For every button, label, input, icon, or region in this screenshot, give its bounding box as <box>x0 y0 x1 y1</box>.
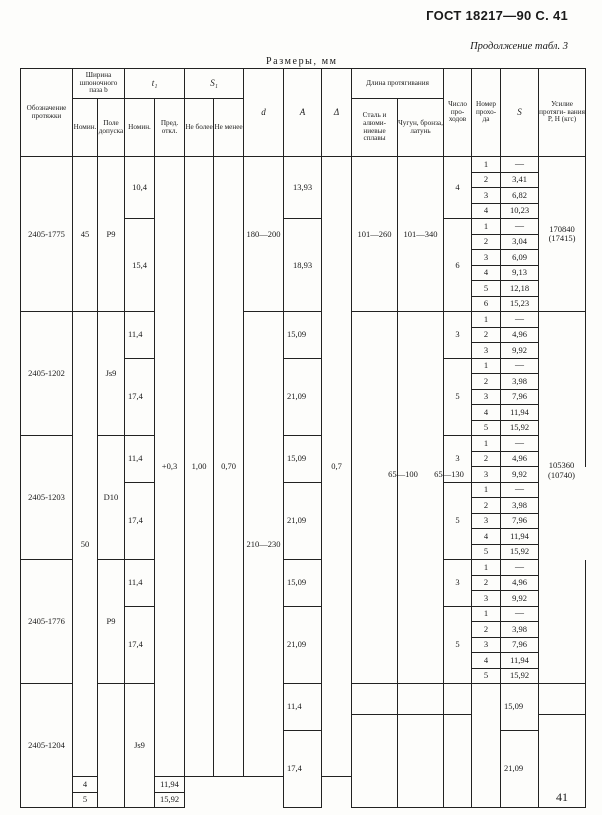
col-keyway-width: Ширина шпоночного паза b <box>73 69 125 99</box>
pass-number: 1 <box>472 157 501 173</box>
s-value: 11,94 <box>155 777 185 793</box>
pass-number: 5 <box>472 281 501 297</box>
col-force: Усилие протяги- вания P, Н (кгс) <box>539 69 586 157</box>
delta-cell: 0,7 <box>322 157 352 777</box>
s-value: — <box>501 606 539 622</box>
pass-number: 5 <box>472 420 501 436</box>
col-b-tolerance: Поле допуска <box>98 99 125 157</box>
col-pass-no: Номер прохо- да <box>472 69 501 157</box>
col-delta: Δ <box>322 69 352 157</box>
s-value: 12,18 <box>501 281 539 297</box>
pass-number: 3 <box>472 250 501 266</box>
s-value: 3,98 <box>501 622 539 638</box>
length-overlay <box>380 469 472 479</box>
length-steel-cell <box>352 312 398 560</box>
length-steel-cell: 101—260 <box>352 157 398 312</box>
dimensions-caption: Размеры, мм <box>266 56 338 67</box>
s-value: 7,96 <box>501 637 539 653</box>
length-iron-cell <box>398 560 444 684</box>
pass-number: 2 <box>472 498 501 514</box>
designation-cell: 2405-1204 <box>21 684 73 808</box>
s-value: 9,13 <box>501 265 539 281</box>
pass-number: 2 <box>472 172 501 188</box>
passes-cell: 6 <box>444 219 472 312</box>
t1-deviation-cell <box>352 684 398 715</box>
b-tolerance-cell: Js9 <box>125 684 155 808</box>
t1-cell: 17,4 <box>284 730 322 808</box>
d-cell: 180—200 <box>244 157 284 312</box>
pass-number: 1 <box>472 606 501 622</box>
pass-number: 1 <box>472 560 501 576</box>
col-passes: Число про- ходов <box>444 69 472 157</box>
passes-cell: 5 <box>444 606 472 684</box>
s-value: 11,94 <box>501 529 539 545</box>
t1-cell: 15,4 <box>125 219 155 312</box>
t1-cell: 17,4 <box>125 358 155 436</box>
d-cell: 210—230 <box>244 312 284 777</box>
designation-cell: 2405-1776 <box>21 560 73 684</box>
a-cell: 15,09 <box>284 312 322 359</box>
col-s1: S₁ <box>185 69 244 99</box>
passes-cell: 3 <box>444 560 472 607</box>
pass-number: 3 <box>472 188 501 204</box>
t1-cell: 11,4 <box>125 436 155 483</box>
length-iron-cell: 101—340 <box>398 157 444 312</box>
pass-number: 3 <box>472 513 501 529</box>
force-cell <box>539 560 586 684</box>
s-value: 4,96 <box>501 575 539 591</box>
pass-number: 1 <box>472 219 501 235</box>
b-tolerance-cell: Js9 <box>98 312 125 436</box>
b-nominal-cell <box>98 684 125 808</box>
s-value: 15,92 <box>501 420 539 436</box>
t1-cell: 10,4 <box>125 157 155 219</box>
pass-number: 1 <box>472 312 501 328</box>
s-value: 3,98 <box>501 498 539 514</box>
col-length-steel: Сталь и алюми- ниевые сплавы <box>352 99 398 157</box>
b-tolerance-cell: P9 <box>98 157 125 312</box>
broach-dimensions-table <box>20 68 586 808</box>
t1-cell: 17,4 <box>125 482 155 560</box>
col-b-nominal: Номин. <box>73 99 98 157</box>
s1-min-cell <box>444 715 472 808</box>
pass-number: 4 <box>472 265 501 281</box>
col-a: A <box>284 69 322 157</box>
pass-number: 2 <box>472 374 501 390</box>
a-cell: 13,93 <box>284 157 322 219</box>
pass-number: 4 <box>472 529 501 545</box>
s-value: 7,96 <box>501 513 539 529</box>
designation-cell: 2405-1203 <box>21 436 73 560</box>
s-value: 3,98 <box>501 374 539 390</box>
length-steel-cell <box>352 560 398 684</box>
s-value: 7,96 <box>501 389 539 405</box>
pass-number: 5 <box>73 792 98 808</box>
pass-number: 5 <box>472 668 501 684</box>
delta-cell <box>539 684 586 715</box>
pass-number: 4 <box>73 777 98 793</box>
a-cell: 15,09 <box>501 684 539 731</box>
b-tolerance-cell: D10 <box>98 436 125 560</box>
s-value: 6,82 <box>501 188 539 204</box>
s-value: 9,92 <box>501 467 539 483</box>
s-value: — <box>501 358 539 374</box>
pass-number: 2 <box>472 575 501 591</box>
t1-deviation-cell: +0,3 <box>155 157 185 777</box>
s-value: — <box>501 157 539 173</box>
a-cell: 15,09 <box>284 436 322 483</box>
s-value: 3,04 <box>501 234 539 250</box>
s1-max-cell: 1,00 <box>185 157 214 777</box>
length-iron-cell <box>398 312 444 560</box>
t1-cell: 11,4 <box>284 684 322 731</box>
designation-cell: 2405-1775 <box>21 157 73 312</box>
col-designation: Обозначение протяжки <box>21 69 73 157</box>
col-t1-deviation: Пред. откл. <box>155 99 185 157</box>
length-iron-value: 65—130 <box>434 469 464 479</box>
s-value: 15,23 <box>501 296 539 312</box>
t1-cell: 11,4 <box>125 312 155 359</box>
pass-number: 1 <box>472 482 501 498</box>
s1-max-cell <box>398 715 444 808</box>
t1-cell: 11,4 <box>125 560 155 607</box>
pass-number: 3 <box>472 343 501 359</box>
designation-cell: 2405-1202 <box>21 312 73 436</box>
s-value: 9,92 <box>501 591 539 607</box>
s-value: — <box>501 560 539 576</box>
length-steel-value: 65—100 <box>388 469 418 479</box>
pass-number: 5 <box>472 544 501 560</box>
s-value: 11,94 <box>501 405 539 421</box>
col-s1-max: Не более <box>185 99 214 157</box>
a-cell: 15,09 <box>284 560 322 607</box>
col-s1-min: Не менее <box>214 99 244 157</box>
s-value: — <box>501 219 539 235</box>
passes-cell: 5 <box>444 358 472 436</box>
b-nominal-cell: 50 <box>73 312 98 777</box>
a-cell: 21,09 <box>284 482 322 560</box>
force-cell <box>539 312 586 467</box>
col-t1-nominal: Номин. <box>125 99 155 157</box>
s-value: — <box>501 312 539 328</box>
a-cell: 18,93 <box>284 219 322 312</box>
pass-number: 1 <box>472 436 501 452</box>
pass-number: 6 <box>472 296 501 312</box>
s-value: — <box>501 436 539 452</box>
s-value: 11,94 <box>501 653 539 669</box>
s-value: — <box>501 482 539 498</box>
pass-number: 2 <box>472 451 501 467</box>
s-value: 15,92 <box>501 668 539 684</box>
col-t1: t₁ <box>125 69 185 99</box>
s-value: 9,92 <box>501 343 539 359</box>
col-length-iron: Чугун, бронза, латунь <box>398 99 444 157</box>
pass-number: 2 <box>472 622 501 638</box>
page-number: 41 <box>556 790 568 804</box>
s-value: 15,92 <box>501 544 539 560</box>
passes-cell: 3 <box>444 436 472 483</box>
b-nominal-cell: 45 <box>73 157 98 312</box>
s-value: 3,41 <box>501 172 539 188</box>
force-cell: 170840 (17415) <box>539 157 586 312</box>
passes-cell: 5 <box>444 482 472 560</box>
pass-number: 4 <box>472 203 501 219</box>
pass-number: 2 <box>472 234 501 250</box>
col-s: S <box>501 69 539 157</box>
d-cell <box>472 684 501 808</box>
s-value: 6,09 <box>501 250 539 266</box>
pass-number: 3 <box>472 389 501 405</box>
pass-number: 2 <box>472 327 501 343</box>
table-continuation-note: Продолжение табл. 3 <box>470 41 568 52</box>
pass-number: 1 <box>472 358 501 374</box>
passes-cell: 4 <box>444 157 472 219</box>
a-cell: 21,09 <box>284 358 322 436</box>
pass-number: 3 <box>472 467 501 483</box>
t1-cell: 17,4 <box>125 606 155 684</box>
standard-header: ГОСТ 18217—90 С. 41 <box>426 8 568 23</box>
col-length: Длина протягивания <box>352 69 444 99</box>
a-cell: 21,09 <box>501 730 539 808</box>
s-value: 4,96 <box>501 451 539 467</box>
pass-number: 3 <box>472 591 501 607</box>
s1-max-cell <box>398 684 444 715</box>
pass-number: 4 <box>472 653 501 669</box>
s-value: 15,92 <box>155 792 185 808</box>
s-value: 4,96 <box>501 327 539 343</box>
b-tolerance-cell: P9 <box>98 560 125 684</box>
s-value: 10,23 <box>501 203 539 219</box>
col-d: d <box>244 69 284 157</box>
force-value: 105360 (10740) <box>548 460 575 480</box>
t1-deviation-cell <box>352 715 398 808</box>
pass-number: 3 <box>472 637 501 653</box>
a-cell: 21,09 <box>284 606 322 684</box>
pass-number: 4 <box>472 405 501 421</box>
s1-min-cell: 0,70 <box>214 157 244 777</box>
passes-cell: 3 <box>444 312 472 359</box>
s1-min-cell <box>444 684 472 715</box>
